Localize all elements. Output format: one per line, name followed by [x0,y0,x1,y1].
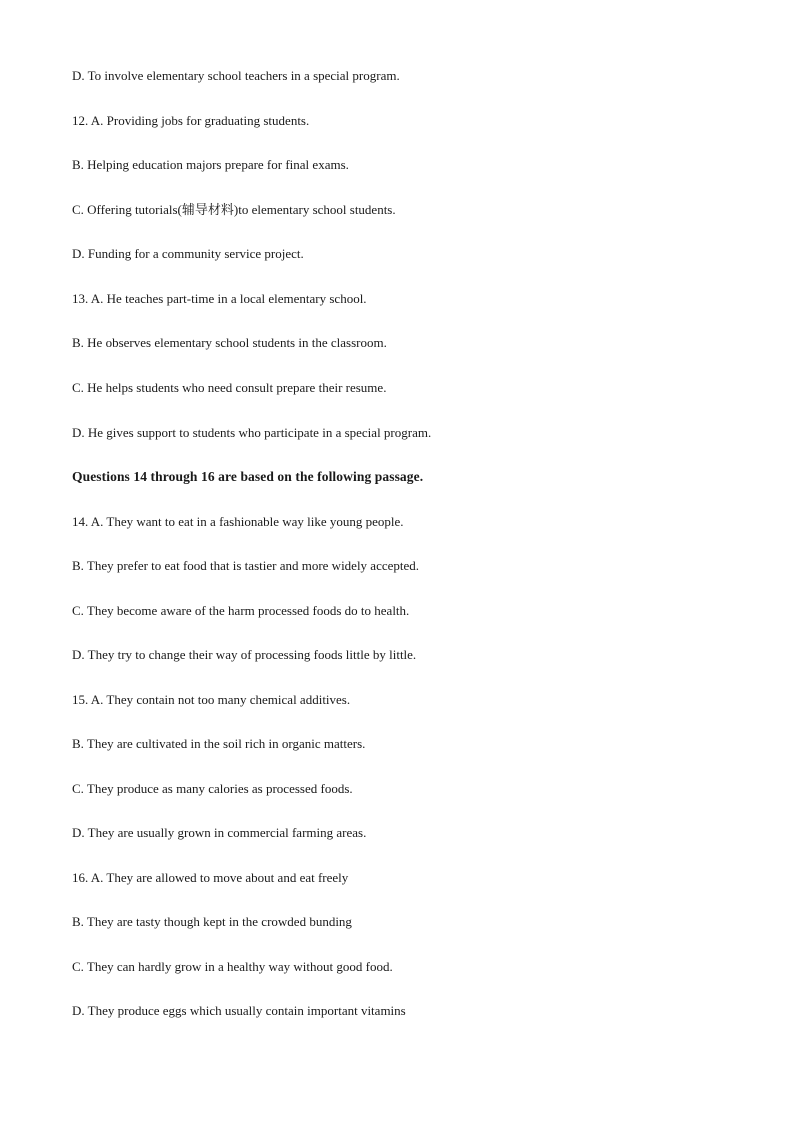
option-line: B. They are tasty though kept in the crowded bunding [72,914,352,929]
option-line: D. He gives support to students who participate in a special program. [72,425,432,440]
option-line: D. To involve elementary school teachers in a special program. [72,68,400,83]
option-line: B. They prefer to eat food that is tastier and more widely accepted. [72,558,420,573]
question-line: 13. A. He teaches part-time in a local elementary school. [72,291,367,306]
option-line: C. They produce as many calories as processed foods. [72,781,353,796]
option-line: C. He helps students who need consult prepare their resume. [72,380,387,395]
question-line: 15. A. They contain not too many chemical additives. [72,692,351,707]
option-line: D. They try to change their way of processing foods little by little. [72,647,417,662]
section-heading: Questions 14 through 16 are based on the following passage. [72,469,424,484]
option-line: B. He observes elementary school students in the classroom. [72,335,387,350]
option-line: C. They can hardly grow in a healthy way without good food. [72,959,393,974]
question-line: 12. A. Providing jobs for graduating students. [72,113,310,128]
option-line: C. They become aware of the harm processed foods do to health. [72,603,410,618]
question-line: 16. A. They are allowed to move about and eat freely [72,870,349,885]
option-line: C. Offering tutorials(辅导材料)to elementary school students. [72,202,396,217]
option-line: D. They produce eggs which usually contain important vitamins [72,1003,406,1018]
option-line: D. Funding for a community service project. [72,246,304,261]
option-line: B. Helping education majors prepare for final exams. [72,157,349,172]
question-line: 14. A. They want to eat in a fashionable way like young people. [72,514,404,529]
option-line: B. They are cultivated in the soil rich in organic matters. [72,736,366,751]
option-line: D. They are usually grown in commercial farming areas. [72,825,367,840]
